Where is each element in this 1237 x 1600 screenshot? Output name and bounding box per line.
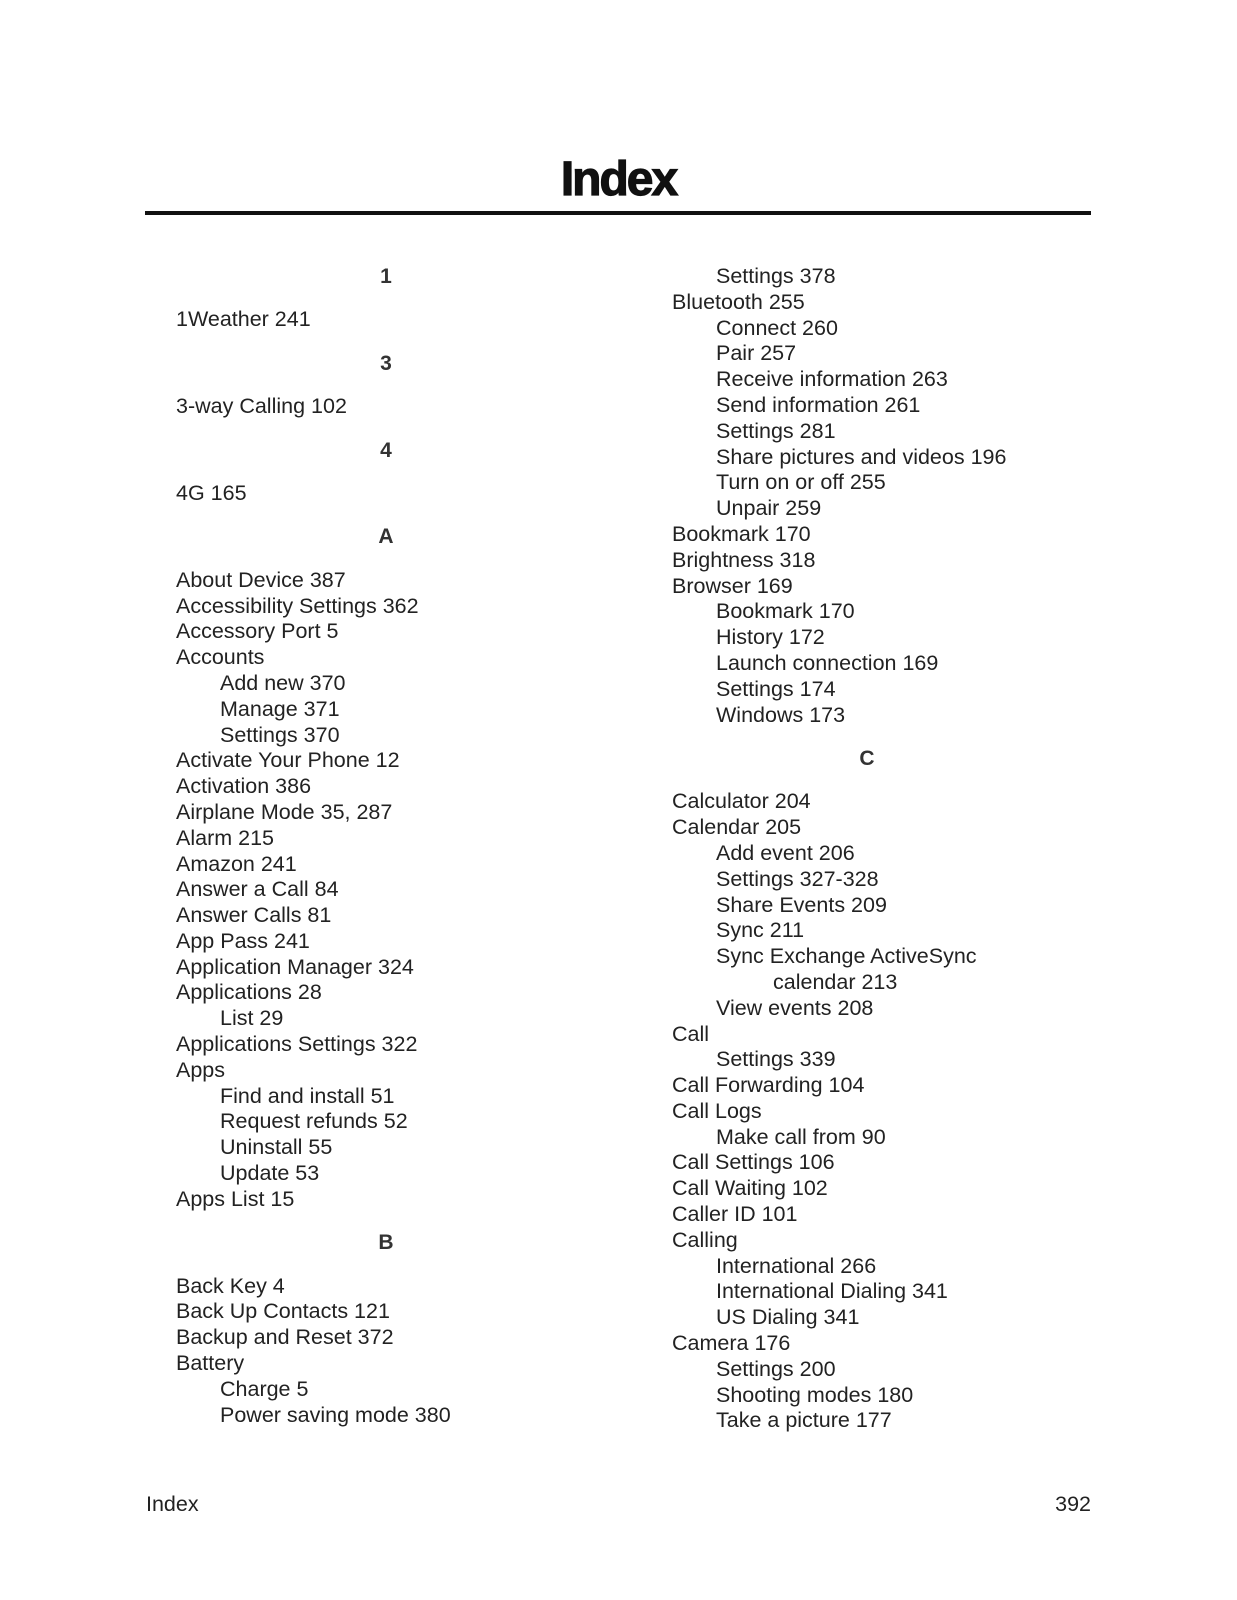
index-entry: Applications 28	[176, 980, 322, 1005]
index-entry: Accounts	[176, 645, 265, 670]
index-subentry: Find and install 51	[220, 1083, 395, 1108]
index-entry: 3-way Calling 102	[176, 394, 347, 419]
index-letter-heading: 3	[380, 351, 392, 375]
index-entry: Apps	[176, 1057, 226, 1082]
index-subentry: Charge 5	[220, 1376, 309, 1401]
index-letter-heading: 4	[380, 438, 392, 462]
index-entry: About Device 387	[176, 567, 346, 592]
index-subentry: Share Events 209	[716, 892, 887, 917]
index-entry: Activation 386	[176, 774, 312, 799]
index-entry: Back Key 4	[176, 1273, 285, 1298]
index-subentry: calendar 213	[773, 969, 898, 994]
index-entry: Call	[672, 1021, 710, 1046]
index-subentry: Send information 261	[716, 392, 921, 417]
index-entry: Airplane Mode 35, 287	[176, 799, 393, 824]
index-subentry: Settings 339	[716, 1047, 836, 1072]
index-entry: Amazon 241	[176, 851, 297, 876]
index-subentry: Pair 257	[716, 341, 797, 366]
index-subentry: Make call from 90	[716, 1124, 886, 1149]
index-entry: Bluetooth 255	[672, 289, 805, 314]
index-entry: Application Manager 324	[176, 954, 414, 979]
index-entry: Battery	[176, 1351, 245, 1376]
index-entry: Camera 176	[672, 1331, 791, 1356]
index-entry: Alarm 215	[176, 825, 274, 850]
index-letter-heading: B	[378, 1231, 394, 1255]
index-entry: Accessory Port 5	[176, 619, 339, 644]
index-subentry: Settings 370	[220, 722, 340, 747]
index-subentry: Share pictures and videos 196	[716, 444, 1007, 469]
index-subentry: Sync 211	[716, 918, 805, 943]
index-entry: Applications Settings 322	[176, 1032, 418, 1057]
index-subentry: Settings 281	[716, 418, 836, 443]
index-subentry: View events 208	[716, 995, 874, 1020]
index-subentry: Update 53	[220, 1161, 320, 1186]
index-subentry: International 266	[716, 1253, 877, 1278]
index-subentry: Sync Exchange ActiveSync	[716, 944, 977, 969]
index-entry: Activate Your Phone 12	[176, 748, 400, 773]
index-subentry: Receive information 263	[716, 367, 948, 392]
index-entry: Accessibility Settings 362	[176, 593, 419, 618]
index-subentry: Launch connection 169	[716, 650, 939, 675]
index-letter-heading: C	[859, 746, 875, 770]
index-subentry: List 29	[220, 1006, 284, 1031]
index-entry: Answer Calls 81	[176, 903, 332, 928]
index-entry: Answer a Call 84	[176, 877, 339, 902]
index-subentry: Take a picture 177	[716, 1408, 892, 1433]
index-subentry: Settings 378	[716, 264, 836, 288]
index-subentry: Windows 173	[716, 702, 846, 727]
index-subentry: International Dialing 341	[716, 1279, 948, 1304]
index-entry: Apps List 15	[176, 1186, 295, 1211]
index-subentry: Add new 370	[220, 670, 346, 695]
page-number: 392	[1055, 1492, 1091, 1516]
index-entry: Back Up Contacts 121	[176, 1299, 390, 1324]
index-entry: Bookmark 170	[672, 521, 811, 546]
index-entry: Brightness 318	[672, 547, 816, 572]
index-entry: Call Logs	[672, 1098, 762, 1123]
index-subentry: Bookmark 170	[716, 599, 855, 624]
page-title: Index	[560, 153, 677, 206]
index-entry: Call Waiting 102	[672, 1176, 828, 1201]
index-subentry: Settings 174	[716, 676, 836, 701]
index-subentry: Unpair 259	[716, 496, 822, 521]
index-subentry: Uninstall 55	[220, 1135, 333, 1160]
index-entry: Backup and Reset 372	[176, 1325, 394, 1350]
index-column-left	[176, 264, 596, 1428]
index-subentry: Add event 206	[716, 840, 855, 865]
index-entry: Calling	[672, 1227, 738, 1252]
index-entry: 1Weather 241	[176, 307, 311, 332]
index-subentry: Request refunds 52	[220, 1109, 408, 1134]
index-entry: Browser 169	[672, 573, 793, 598]
index-entry: Caller ID 101	[672, 1202, 798, 1227]
index-subentry: US Dialing 341	[716, 1305, 860, 1330]
index-subentry: Settings 327-328	[716, 866, 879, 891]
index-entry: Call Settings 106	[672, 1150, 835, 1175]
index-subentry: Power saving mode 380	[220, 1402, 451, 1427]
index-column-right	[672, 264, 1132, 1434]
index-letter-heading: 1	[380, 265, 392, 288]
index-entry: Call Forwarding 104	[672, 1073, 865, 1098]
index-entry: Calendar 205	[672, 815, 802, 840]
title-rule	[145, 211, 1091, 215]
index-entry: App Pass 241	[176, 928, 310, 953]
index-subentry: Connect 260	[716, 315, 838, 340]
index-entry: 4G 165	[176, 480, 247, 505]
index-entry: Calculator 204	[672, 789, 811, 814]
index-subentry: Settings 200	[716, 1356, 836, 1381]
footer-section-label: Index	[146, 1492, 199, 1516]
index-subentry: Shooting modes 180	[716, 1382, 914, 1407]
index-subentry: History 172	[716, 625, 825, 650]
index-subentry: Manage 371	[220, 696, 340, 721]
index-subentry: Turn on or off 255	[716, 470, 886, 495]
index-letter-heading: A	[378, 525, 394, 549]
